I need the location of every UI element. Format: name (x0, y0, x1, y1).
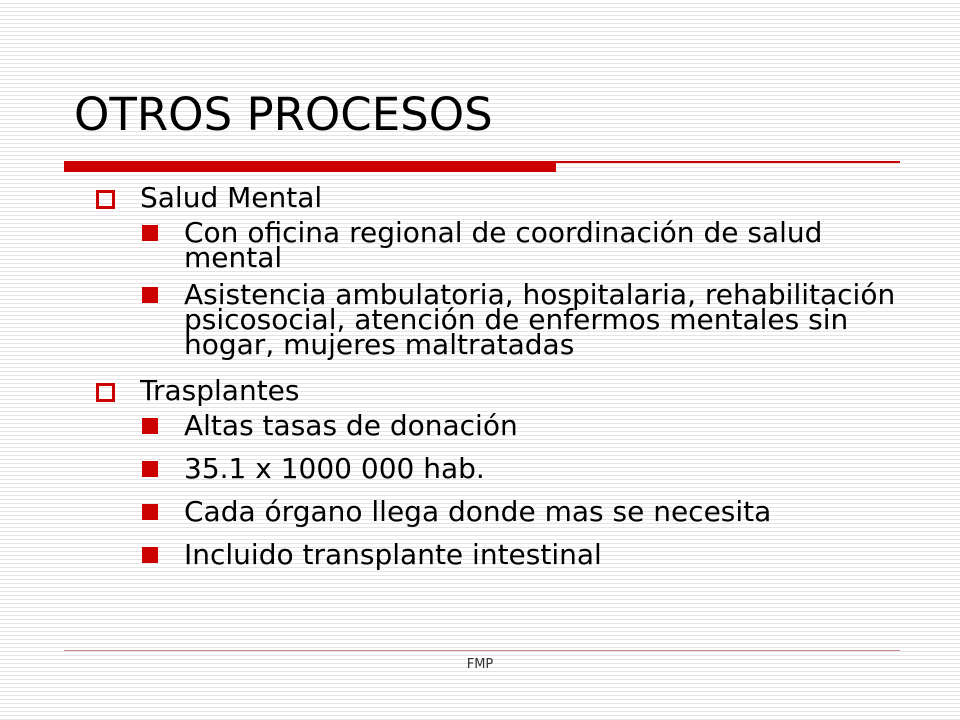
list-item (92, 538, 922, 571)
slide-footer: FMP (466, 657, 494, 672)
section-heading-text: Trasplantes (140, 374, 300, 407)
slide-content (92, 182, 922, 579)
list-item (92, 216, 922, 274)
filled-square-icon (142, 461, 158, 477)
section-heading-text: Salud Mental (140, 181, 323, 214)
slide-title: OTROS PROCESOS (74, 88, 493, 141)
section-heading-trasplantes (92, 375, 922, 407)
hollow-square-icon (96, 190, 115, 209)
footer-divider (64, 650, 900, 651)
filled-square-icon (142, 418, 158, 434)
hollow-square-icon (96, 383, 115, 402)
list-item-text: Altas tasas de donación (184, 409, 518, 442)
list-item-text: Con oficina regional de coordinación de salud mental (184, 216, 823, 274)
list-item (92, 452, 922, 485)
filled-square-icon (142, 504, 158, 520)
list-item (92, 495, 922, 528)
list-item (92, 278, 922, 361)
title-accent-bar (64, 162, 556, 172)
list-item-text: Cada órgano llega donde mas se necesita (184, 495, 772, 528)
list-item (92, 409, 922, 442)
filled-square-icon (142, 287, 158, 303)
filled-square-icon (142, 225, 158, 241)
filled-square-icon (142, 547, 158, 563)
list-item-text: Incluido transplante intestinal (184, 538, 602, 571)
list-item-text: 35.1 x 1000 000 hab. (184, 452, 485, 485)
list-item-text: Asistencia ambulatoria, hospitalaria, rehabilitación psicosocial, atención de enfermos mentales sin hogar, mujeres maltratadas (184, 278, 896, 361)
section-heading-salud-mental (92, 182, 922, 214)
